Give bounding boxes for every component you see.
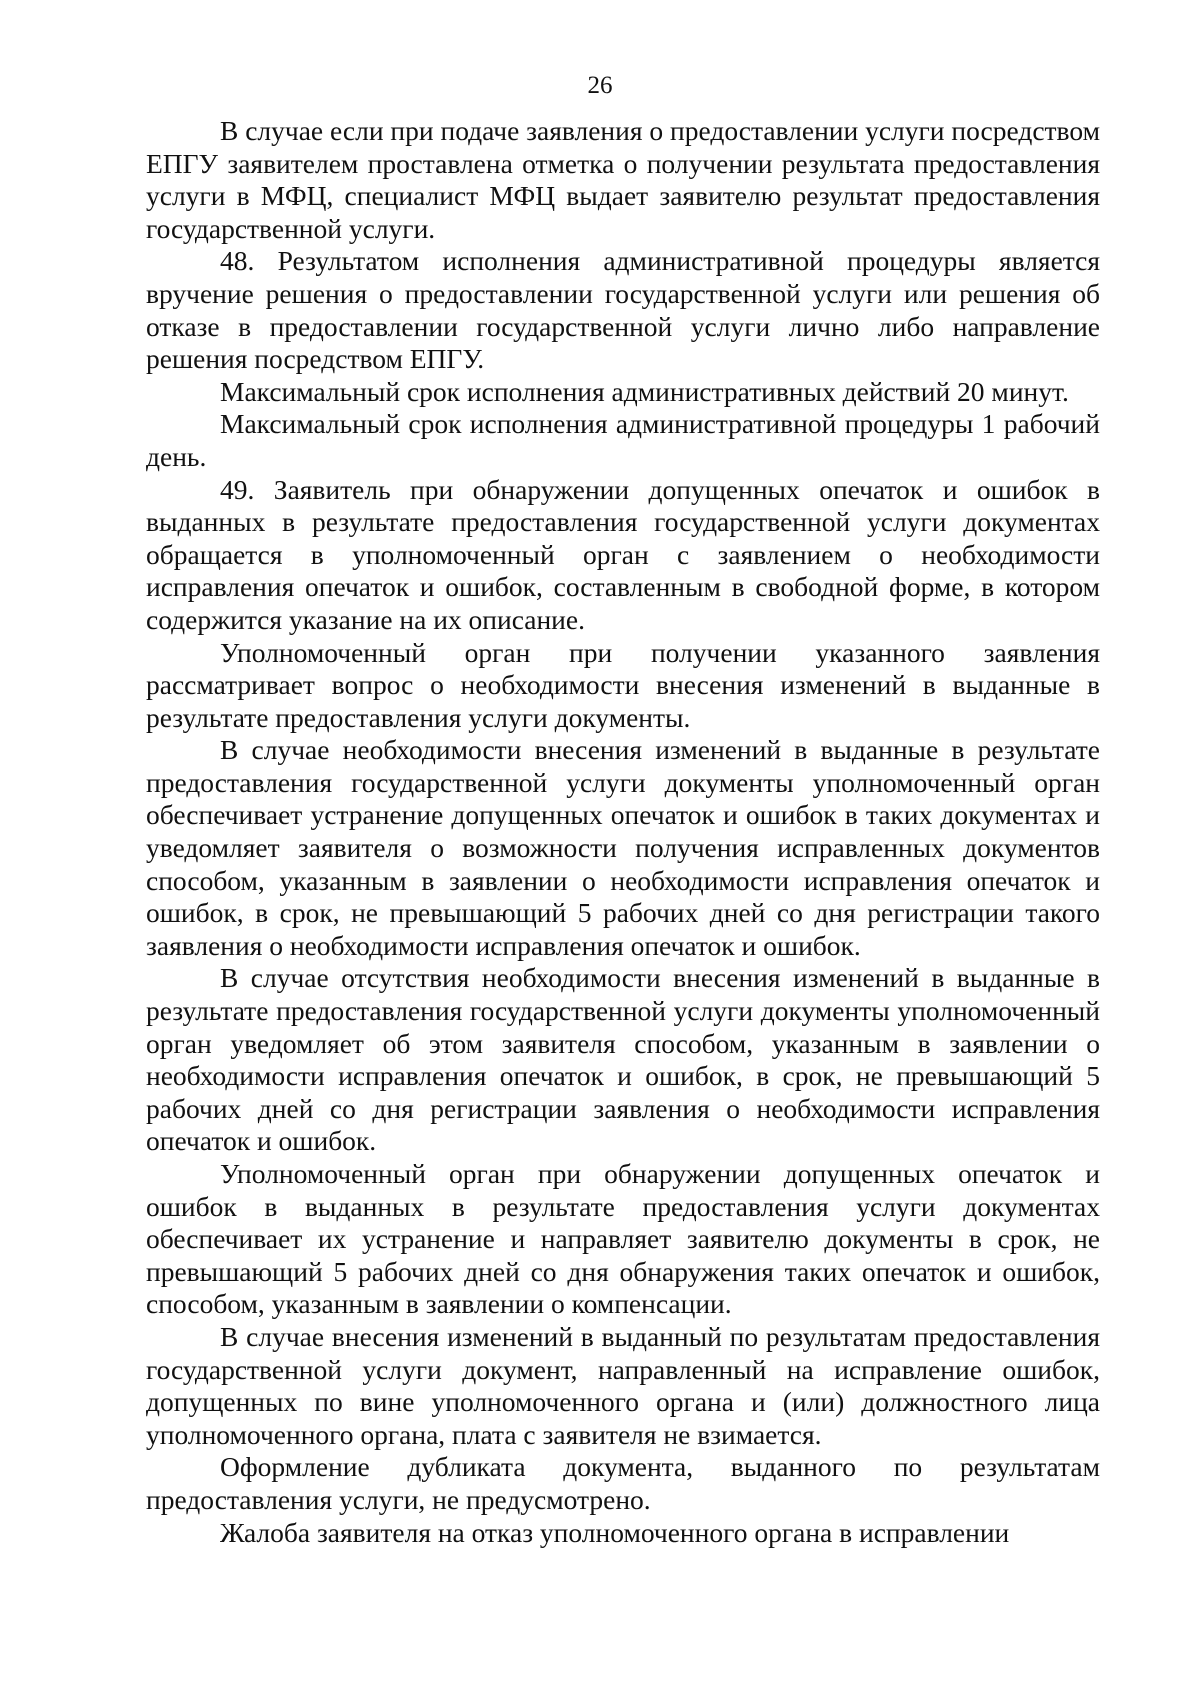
paragraph-49: 49. Заявитель при обнаружении допущенных опечаток и ошибок в выданных в результате предоставления государственной услуги документах обращается в уполномоченный орган с заявлением о необходимости исправления опечаток и ошибок, составленным в свободной форме, в котором содержится указание на их описание. xyxy=(146,473,1100,635)
paragraph: Уполномоченный орган при обнаружении допущенных опечаток и ошибок в выданных в результате предоставления услуги документах обеспечивает их устранение и направляет заявителю документы в срок, не превышающий 5 рабочих дней со дня обнаружения таких опечаток и ошибок, способом, указанным в заявлении о компенсации. xyxy=(146,1158,1100,1320)
page-number: 26 xyxy=(587,72,613,99)
paragraph: Максимальный срок исполнения административной процедуры 1 рабочий день. xyxy=(146,408,1100,472)
paragraph: Жалоба заявителя на отказ уполномоченного органа в исправлении xyxy=(220,1516,1010,1548)
paragraph: Оформление дубликата документа, выданного по результатам предоставления услуги, не предусмотрено. xyxy=(146,1451,1100,1515)
paragraph-48: 48. Результатом исполнения административной процедуры является вручение решения о предоставлении государственной услуги или решения об отказе в предоставлении государственной услуги лично либо направление решения посредством ЕПГУ. xyxy=(146,245,1100,375)
paragraph: В случае если при подаче заявления о предоставлении услуги посредством ЕПГУ заявителем проставлена отметка о получении результата предоставления услуги в МФЦ, специалист МФЦ выдает заявителю результат предоставления государственной услуги. xyxy=(146,115,1100,244)
paragraph: В случае необходимости внесения изменений в выданные в результате предоставления государственной услуги документы уполномоченный орган обеспечивает устранение допущенных опечаток и ошибок в таких документах и уведомляет заявителя о возможности получения исправленных документов способом, указанным в заявлении о необходимости исправления опечаток и ошибок, в срок, не превышающий 5 рабочих дней со дня регистрации такого заявления о необходимости исправления опечаток и ошибок. xyxy=(146,734,1100,961)
paragraph: Максимальный срок исполнения административных действий 20 минут. xyxy=(220,375,1069,407)
paragraph: В случае внесения изменений в выданный по результатам предоставления государственной услуги документ, направленный на исправление ошибок, допущенных по вине уполномоченного органа и (или) должностного лица уполномоченного органа, плата с заявителя не взимается. xyxy=(146,1320,1100,1450)
paragraph: Уполномоченный орган при получении указанного заявления рассматривает вопрос о необходимости внесения изменений в выданные в результате предоставления услуги документы. xyxy=(146,636,1100,733)
paragraph: В случае отсутствия необходимости внесения изменений в выданные в результате предоставления государственной услуги документы уполномоченный орган уведомляет об этом заявителя способом, указанным в заявлении о необходимости исправления опечаток и ошибок, в срок, не превышающий 5 рабочих дней со дня регистрации заявления о необходимости исправления опечаток и ошибок. xyxy=(146,962,1100,1157)
body-text xyxy=(146,115,1100,1549)
